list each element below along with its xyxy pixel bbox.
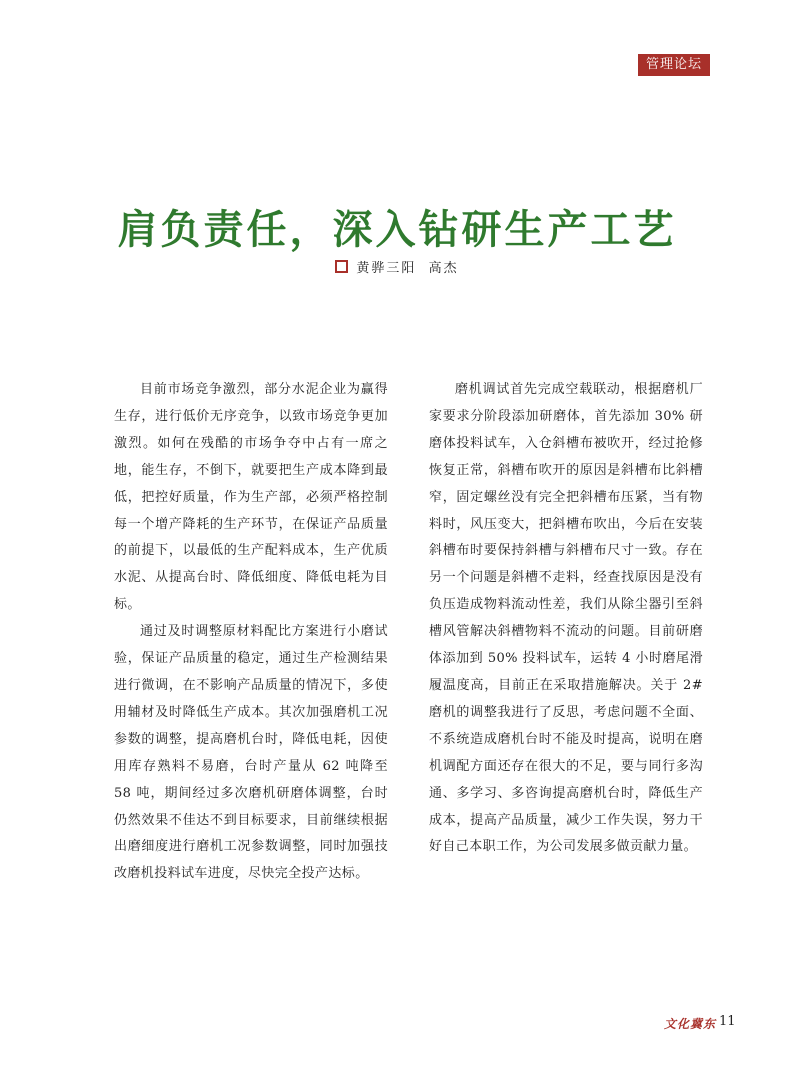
left-column	[114, 377, 388, 888]
square-bullet-icon	[335, 260, 348, 273]
paragraph: 磨机调试首先完成空载联动，根据磨机厂家要求分阶段添加研磨体，首先添加 30% 研磨体投料试车，入仓斜槽布被吹开，经过抢修恢复正常，斜槽布吹开的原因是斜槽布比斜槽窄，固定螺丝没有完全把斜槽布压紧，当有物料时，风压变大，把斜槽布吹出，今后在安装斜槽布时要保持斜槽与斜槽布尺寸一致。存在另一个问题是斜槽不走料，经查找原因是没有负压造成物料流动性差，我们从除尘器引至斜槽风管解决斜槽物料不流动的问题。目前研磨体添加到 50% 投料试车，运转 4 小时磨尾滑履温度高，目前正在采取措施解决。关于 2# 磨机的调整我进行了反思，考虑问题不全面、不系统造成磨机台时不能及时提高，说明在磨机调配方面还存在很大的不足，要与同行多沟通、多学习、多咨询提高磨机台时，降低生产成本，提高产品质量，减少工作失误，努力干好自己本职工作，为公司发展多做贡献力量。	[429, 382, 703, 855]
magazine-logo: 文化冀东	[664, 1017, 717, 1031]
section-tag: 管理论坛	[638, 54, 710, 76]
right-column	[429, 377, 703, 861]
paragraph: 目前市场竞争激烈，部分水泥企业为赢得生存，进行低价无序竞争，以致市场竞争更加激烈。如何在残酷的市场争夺中占有一席之地，能生存，不倒下，就要把生产成本降到最低，把控好质量，作为生产部，必须严格控制每一个增产降耗的生产环节，在保证产品质量的前提下，以最低的生产配料成本，生产优质水泥、从提高台时、降低细度、降低电耗为目标。	[114, 382, 388, 613]
byline	[0, 258, 794, 280]
author-names: 黄骅三阳 高杰	[356, 261, 459, 276]
article-title: 肩负责任，深入钻研生产工艺	[117, 207, 677, 253]
page-number: 11	[719, 1014, 736, 1029]
paragraph: 通过及时调整原材料配比方案进行小磨试验，保证产品质量的稳定，通过生产检测结果进行微调，在不影响产品质量的情况下，多使用辅材及时降低生产成本。其次加强磨机工况参数的调整，提高磨机台时，降低电耗，因使用库存熟料不易磨，台时产量从 62 吨降至 58 吨，期间经过多次磨机研磨体调整，台时仍然效果不佳达不到目标要求，目前继续根据出磨细度进行磨机工况参数调整，同时加强技改磨机投料试车进度，尽快完全投产达标。	[114, 624, 388, 882]
